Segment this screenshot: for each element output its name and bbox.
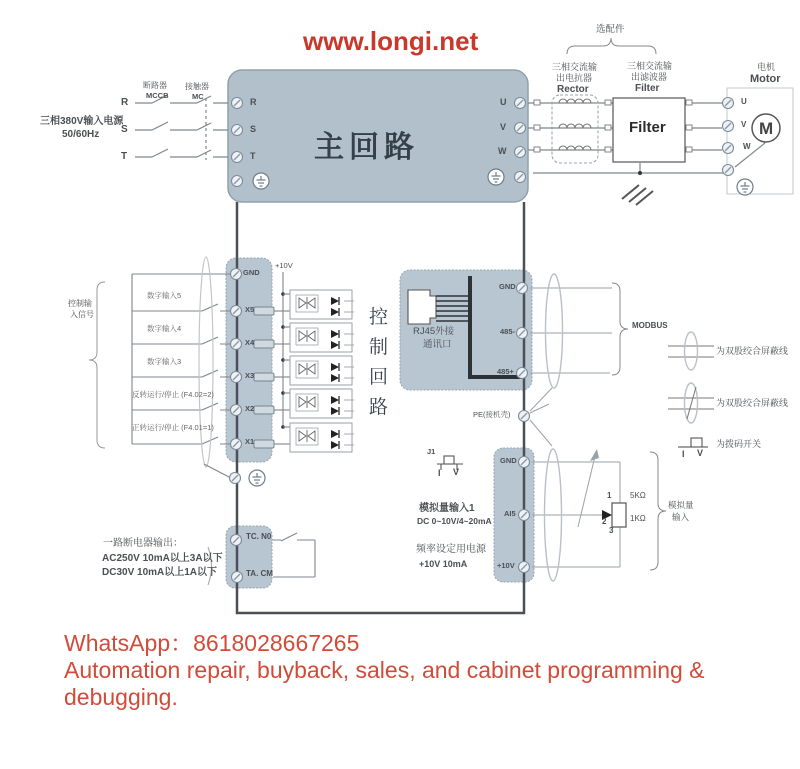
analog-terminal-ai5: AI5 [504,509,516,518]
analog-bracket-label-2: 输入 [672,512,690,522]
strip-terminal-x3: X3 [245,371,255,380]
motor-label-cn: 电机 [757,62,776,72]
motor-terminal-w: W [743,142,751,151]
motor-terminal-v: V [741,120,747,129]
pot-body [612,503,626,527]
website-text: www.longi.net [303,26,479,56]
comm-cable-shield [546,274,563,388]
pot-pin-2: 2 [602,517,607,526]
footer-line3: debugging. [64,684,178,710]
motor-label-en: Motor [750,73,781,85]
filter-label-2: 出滤波器 [631,72,668,82]
motor-terminal-u: U [741,97,747,106]
comm-terminal-gnd: GND [499,282,516,291]
breaker-abbr: MCCB [146,91,169,100]
analog-brace [650,452,666,570]
main-terminal-r: R [250,97,257,107]
modbus-brace [612,283,628,375]
strip-terminal-x1: X1 [245,437,255,446]
input-row-label-3: 数字输入3 [147,357,182,366]
phase-r-label: R [121,97,129,108]
input-group-label-2: 入信号 [70,310,94,319]
j1-label: J1 [427,447,436,456]
motor-group [723,88,794,195]
pot-r-bottom: 1KΩ [630,514,646,523]
reactor-name: Rector [557,84,589,95]
analog-input-label: 模拟量输入1 [419,503,475,514]
input-group-label-1: 控制输 [68,299,92,308]
reactor-label-1: 三相交流输 [552,62,598,72]
main-terminal-s: S [250,124,257,134]
freq-power-sub: +10V 10mA [419,559,468,569]
main-terminal-v: V [500,122,507,132]
pot-pin-3: 3 [609,526,614,535]
reactor-box [552,95,598,163]
rj45-label-2: 通讯口 [423,339,452,350]
strip-terminal-x4: X4 [245,338,255,347]
comm-terminal-485plus: 485+ [497,367,514,376]
relay-desc-ac: AC250V 10mA以上3A以下 [102,553,223,564]
analog-input-range: DC 0~10V/4~20mA [417,516,492,526]
j1-v-label: V [453,467,460,477]
legend-shielded-1: 为双股绞合屏蔽线 [716,346,789,356]
ground-junction-dot [638,171,642,175]
modbus-label: MODBUS [632,321,668,330]
pot-pin-1: 1 [607,491,612,500]
ground-terminal-left [204,464,265,486]
legend-dip-label: 为拨码开关 [716,439,762,449]
main-terminal-w: W [498,146,507,156]
digital-strip-block [226,258,272,462]
strip-terminal-x2: X2 [245,404,255,413]
comm-terminal-485minus: 485- [500,327,516,336]
strip-terminal-gnd: GND [243,268,260,277]
filter-name: Filter [635,83,660,94]
footer-whatsapp: WhatsApp：8618028667265 [64,630,360,656]
optional-parts-label: 选配件 [596,24,625,35]
phase-t-label: T [121,151,128,162]
pe-label: PE(接机壳) [473,410,511,419]
input-cable-shield [199,257,213,467]
input-wires [135,92,228,160]
main-terminal-u: U [500,97,507,107]
relay-terminal-ta-label: TA. CM [246,569,273,578]
relay-terminal-tc-label: TC. N0 [246,532,272,541]
input-row-label-4: 反转运行/停止 (F4.02=2) [132,390,214,399]
j1-jumper-symbol [437,456,463,470]
legend-dip-i: I [682,449,685,459]
rj45-label-1: RJ45外接 [413,326,455,337]
optional-brace [567,38,656,54]
freq-power-label: 频率设定用电源 [416,544,486,555]
motor-symbol: M [759,119,774,138]
analog-terminal-gnd: GND [500,456,517,465]
phase-s-label: S [121,124,128,135]
pot-r-top: 5KΩ [630,491,646,500]
analog-terminal-10v: +10V [497,561,515,570]
modbus-wires [530,288,612,373]
main-circuit-title: 主回路 [314,131,419,164]
control-circuit-title: 控制回路 [369,307,389,418]
relay-terminal-tc [231,535,242,546]
plus10v-label: +10V [275,261,293,270]
reactor-label-2: 出电抗器 [556,73,593,83]
legend-dip-v: V [697,448,704,458]
filter-label-1: 三相交流输 [627,61,673,71]
contactor-abbr: MC [192,92,204,101]
strip-terminal-x5: X5 [245,305,255,314]
footer-line2: Automation repair, buyback, sales, and cabinet programming & [64,657,705,683]
relay-terminal-ta [232,572,243,583]
input-row-label-5: 正转运行/停止 (F4.01=1) [132,423,214,432]
input-row-label-1: 数字输入5 [147,291,182,300]
filter-ground-hatch [622,185,653,205]
main-terminal-t: T [250,151,256,161]
relay-desc-dc: DC30V 10mA以上1A以下 [102,567,218,578]
analog-bracket-label-1: 模拟量 [668,500,694,510]
power-input-label-2: 50/60Hz [62,129,100,140]
relay-desc-title: 一路断电器输出： [103,538,183,549]
breaker-label: 断路器 [143,81,167,90]
filter-box-text: Filter [629,119,666,136]
legend-symbols [668,332,714,447]
power-input-label-1: 三相380V输入电源 [40,116,124,127]
legend-shielded-2: 为双股绞合屏蔽线 [716,398,789,408]
contactor-label: 接触器 [185,82,209,91]
input-row-label-2: 数字输入4 [147,324,182,333]
j1-i-label: I [438,468,441,478]
